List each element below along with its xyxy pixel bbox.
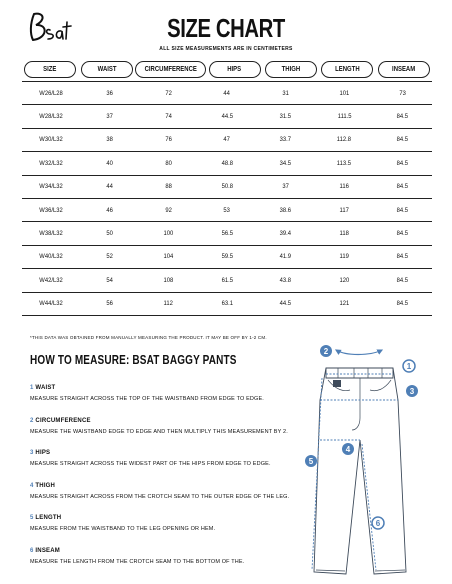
table-cell — [139, 183, 198, 190]
table-cell — [81, 300, 140, 307]
table-cell-value: 88 — [165, 183, 172, 191]
table-cell-value: 34.5 — [279, 159, 292, 167]
table-cell — [198, 160, 257, 167]
table-cell — [22, 207, 81, 214]
table-cell-value: 119 — [339, 253, 349, 261]
table-cell — [315, 136, 374, 143]
table-cell — [139, 160, 198, 167]
table-cell — [256, 253, 315, 260]
marker-5 — [305, 455, 317, 467]
table-cell — [139, 136, 198, 143]
measurement-step — [30, 483, 310, 516]
column-header-pill — [81, 61, 133, 78]
table-cell — [139, 253, 198, 260]
table-cell — [373, 230, 432, 237]
table-cell — [256, 207, 315, 214]
table-cell — [198, 183, 257, 190]
table-cell-value: 46 — [106, 206, 114, 214]
column-header-pill — [265, 61, 317, 78]
table-cell-value: 84.5 — [397, 300, 409, 308]
table-cell — [373, 300, 432, 307]
table-cell — [315, 113, 374, 120]
step-title-text: INSEAM — [35, 547, 60, 554]
step-description: MEASURE STRAIGHT ACROSS FROM THE CROTCH SEAM TO THE OUTER EDGE OF THE LEG. — [30, 493, 290, 500]
table-cell — [198, 136, 257, 143]
table-cell — [22, 113, 81, 120]
table-cell-value: 56 — [106, 300, 114, 308]
table-row — [22, 152, 432, 175]
marker-2 — [320, 345, 332, 357]
table-cell-value: 80 — [165, 159, 172, 167]
table-cell — [22, 90, 81, 97]
step-description: MEASURE STRAIGHT ACROSS THE WIDEST PART OF THE HIPS FROM EDGE TO EDGE. — [30, 461, 271, 468]
table-cell-value: 53 — [223, 206, 231, 214]
table-cell-value: 73 — [399, 89, 407, 97]
table-cell — [198, 113, 257, 120]
table-cell — [22, 183, 81, 190]
table-cell-value: 84.5 — [397, 206, 409, 214]
measurement-steps — [30, 385, 310, 581]
table-cell — [198, 253, 257, 260]
table-cell — [315, 230, 374, 237]
table-cell — [373, 207, 432, 214]
table-row — [22, 129, 432, 152]
column-header-pill — [321, 61, 373, 78]
table-cell-value: 84.5 — [397, 253, 409, 261]
table-cell-value: 56.5 — [221, 230, 233, 238]
column-header-pill — [378, 61, 430, 78]
pants-illustration — [298, 340, 452, 584]
table-cell — [315, 160, 374, 167]
table-cell-value: 54 — [106, 276, 114, 284]
table-cell — [373, 253, 432, 260]
label-patch — [333, 380, 341, 387]
column-header-label: WAIST — [97, 66, 117, 73]
column-header-label: THIGH — [281, 66, 301, 73]
table-cell — [315, 183, 374, 190]
table-cell — [22, 253, 81, 260]
table-cell-value: 38 — [106, 136, 114, 144]
table-cell — [22, 230, 81, 237]
step-description: MEASURE THE LENGTH FROM THE CROTCH SEAM TO THE BOTTOM OF THE. — [30, 558, 245, 565]
table-cell-value: 38.6 — [279, 206, 292, 214]
table-cell — [315, 207, 374, 214]
table-cell — [256, 183, 315, 190]
table-cell-value: 112 — [163, 300, 174, 308]
table-cell — [81, 207, 140, 214]
table-cell — [256, 160, 315, 167]
marker-6-label: 6 — [375, 519, 381, 528]
table-cell — [81, 183, 140, 190]
table-cell — [373, 160, 432, 167]
table-cell — [256, 90, 315, 97]
step-number: 5 — [30, 515, 34, 522]
table-cell-value: 47 — [223, 136, 231, 144]
table-cell-value: 101 — [339, 89, 350, 97]
column-header-inseam — [376, 61, 432, 78]
table-cell — [81, 277, 140, 284]
table-cell-value: 44 — [106, 183, 114, 191]
table-cell-value: 92 — [165, 206, 172, 214]
footnote: *THIS DATA WAS OBTAINED FROM MANUALLY MEASURING THE PRODUCT. IT MAY BE OFF BY 1-2 CM. — [30, 335, 267, 340]
measurement-step — [30, 418, 310, 451]
table-cell — [256, 230, 315, 237]
table-cell — [373, 90, 432, 97]
step-title-text: HIPS — [35, 450, 51, 457]
table-cell-value: 72 — [165, 89, 172, 97]
table-cell-value: 116 — [339, 183, 349, 191]
table-row — [22, 222, 432, 245]
table-cell — [22, 300, 81, 307]
table-cell-value: 40 — [106, 159, 114, 167]
table-cell-value: 44.5 — [279, 300, 292, 308]
table-cell-value: 44.5 — [221, 113, 233, 121]
table-body — [22, 82, 432, 316]
table-cell — [139, 90, 198, 97]
table-cell — [81, 230, 140, 237]
table-cell-value: 74 — [165, 113, 172, 121]
step-number: 4 — [30, 482, 34, 489]
table-row — [22, 293, 432, 316]
table-cell-value: 112.8 — [337, 136, 352, 144]
table-cell-value: W30/L32 — [39, 136, 63, 144]
step-description: MEASURE FROM THE WAISTBAND TO THE LEG OPENING OR HEM. — [30, 526, 216, 533]
pants-outline — [314, 368, 406, 574]
table-cell-value: 76 — [165, 136, 172, 144]
table-header — [22, 58, 432, 82]
table-cell-value: W28/L32 — [39, 113, 63, 121]
marker-3 — [406, 385, 418, 397]
table-cell-value: 84.5 — [397, 159, 409, 167]
table-cell — [81, 160, 140, 167]
step-title — [30, 385, 310, 391]
step-title — [30, 515, 310, 521]
table-cell — [22, 277, 81, 284]
table-cell-value: 84.5 — [397, 183, 409, 191]
column-header-waist — [78, 61, 134, 78]
table-row — [22, 105, 432, 128]
table-cell-value: 36 — [106, 89, 114, 97]
table-cell — [256, 113, 315, 120]
table-cell-value: 63.1 — [221, 300, 233, 308]
table-cell — [256, 277, 315, 284]
column-header-thigh — [263, 61, 319, 78]
column-header-label: SIZE — [43, 66, 57, 73]
marker-4-label: 4 — [345, 445, 351, 454]
table-cell-value: 50.8 — [221, 183, 233, 191]
step-number: 6 — [30, 547, 34, 554]
table-cell-value: 61.5 — [221, 276, 233, 284]
table-cell-value: W40/L32 — [39, 253, 63, 261]
table-cell-value: 37 — [282, 183, 289, 191]
table-cell — [256, 136, 315, 143]
table-row — [22, 199, 432, 222]
step-number: 2 — [30, 417, 34, 424]
measurement-step — [30, 385, 310, 418]
table-cell — [198, 300, 257, 307]
diagram-markers — [305, 345, 418, 529]
table-cell-value: 84.5 — [397, 113, 409, 121]
size-table — [22, 58, 432, 316]
table-cell-value: 41.9 — [279, 253, 292, 261]
table-cell-value: 84.5 — [397, 136, 409, 144]
table-cell-value: 48.8 — [221, 159, 233, 167]
table-cell-value: 31.5 — [279, 113, 292, 121]
table-cell — [256, 300, 315, 307]
table-cell-value: W42/L32 — [39, 276, 63, 284]
how-to-measure-title: HOW TO MEASURE: BSAT BAGGY PANTS — [30, 353, 237, 367]
table-cell-value: 113.5 — [337, 159, 352, 167]
table-cell-value: 104 — [163, 253, 174, 261]
table-cell — [373, 277, 432, 284]
marker-2-label: 2 — [323, 347, 329, 356]
table-cell — [373, 183, 432, 190]
table-cell-value: 59.5 — [221, 253, 233, 261]
column-header-hips — [206, 61, 262, 78]
marker-1 — [403, 360, 415, 372]
column-header-label: HIPS — [227, 66, 242, 73]
table-cell — [198, 277, 257, 284]
table-cell-value: 37 — [106, 113, 114, 121]
table-cell-value: W38/L32 — [39, 230, 63, 238]
measurement-step — [30, 548, 310, 581]
step-title-text: CIRCUMFERENCE — [35, 417, 91, 424]
table-cell — [22, 136, 81, 143]
table-cell-value: 120 — [339, 276, 350, 284]
step-title-text: WAIST — [35, 385, 56, 391]
table-row — [22, 269, 432, 292]
column-header-circumference — [135, 61, 206, 78]
table-cell-value: 44 — [223, 89, 231, 97]
table-cell — [22, 160, 81, 167]
table-cell — [373, 136, 432, 143]
step-title — [30, 418, 310, 424]
table-cell — [315, 277, 374, 284]
table-cell-value: 100 — [163, 230, 174, 238]
table-cell — [139, 230, 198, 237]
table-row — [22, 82, 432, 105]
page-subtitle: ALL SIZE MEASUREMENTS ARE IN CENTIMETERS — [159, 46, 293, 52]
table-cell-value: W36/L32 — [39, 206, 63, 214]
table-cell — [139, 277, 198, 284]
table-cell — [315, 253, 374, 260]
table-cell — [198, 207, 257, 214]
marker-4 — [342, 443, 354, 455]
table-cell — [315, 300, 374, 307]
table-cell — [81, 253, 140, 260]
column-header-pill — [24, 61, 76, 78]
table-cell-value: 43.8 — [279, 276, 292, 284]
table-cell-value: 108 — [163, 276, 174, 284]
table-cell — [81, 136, 140, 143]
step-title — [30, 548, 310, 554]
column-header-size — [22, 61, 78, 78]
table-cell — [81, 113, 140, 120]
measurement-step — [30, 450, 310, 483]
table-cell-value: 39.4 — [279, 230, 292, 238]
page-title: SIZE CHART — [167, 13, 285, 43]
column-header-pill — [209, 61, 261, 78]
table-cell — [373, 113, 432, 120]
column-header-length — [319, 61, 375, 78]
table-cell — [139, 300, 198, 307]
column-header-label: CIRCUMFERENCE — [144, 66, 197, 73]
table-cell-value: 33.7 — [279, 136, 292, 144]
step-number: 1 — [30, 385, 34, 391]
table-cell-value: 31 — [282, 89, 289, 97]
table-cell-value: 52 — [106, 253, 114, 261]
table-cell-value: 117 — [339, 206, 349, 214]
table-cell-value: 50 — [106, 230, 114, 238]
measure-lines — [312, 350, 398, 570]
pants-diagram — [298, 340, 452, 584]
table-cell — [315, 90, 374, 97]
marker-6 — [372, 517, 384, 529]
step-description: MEASURE THE WAISTBAND EDGE TO EDGE AND THEN MULTIPLY THIS MEASUREMENT BY 2. — [30, 428, 288, 435]
column-header-label: LENGTH — [335, 66, 360, 73]
table-row — [22, 176, 432, 199]
marker-1-label: 1 — [406, 362, 412, 371]
step-title-text: THIGH — [35, 482, 56, 489]
table-cell-value: W32/L32 — [39, 159, 63, 167]
table-cell — [198, 90, 257, 97]
column-header-pill — [135, 61, 206, 78]
step-description: MEASURE STRAIGHT ACROSS THE TOP OF THE WAISTBAND FROM EDGE TO EDGE. — [30, 396, 264, 402]
table-cell — [139, 207, 198, 214]
table-cell — [81, 90, 140, 97]
marker-5-label: 5 — [308, 457, 314, 466]
step-title-text: LENGTH — [35, 515, 62, 522]
table-cell-value: 111.5 — [337, 113, 352, 121]
table-cell-value: 118 — [339, 230, 349, 238]
marker-3-label: 3 — [409, 387, 415, 396]
table-cell-value: W44/L32 — [39, 300, 63, 308]
table-cell-value: 84.5 — [397, 230, 409, 238]
table-row — [22, 246, 432, 269]
table-cell — [198, 230, 257, 237]
table-cell-value: 84.5 — [397, 276, 409, 284]
column-header-label: INSEAM — [392, 66, 416, 73]
table-cell-value: W26/L28 — [39, 89, 63, 97]
table-cell — [139, 113, 198, 120]
step-title — [30, 483, 310, 489]
measurement-step — [30, 515, 310, 548]
step-number: 3 — [30, 450, 34, 457]
table-cell-value: W34/L32 — [39, 183, 63, 191]
table-cell-value: 121 — [339, 300, 350, 308]
step-title — [30, 450, 310, 456]
